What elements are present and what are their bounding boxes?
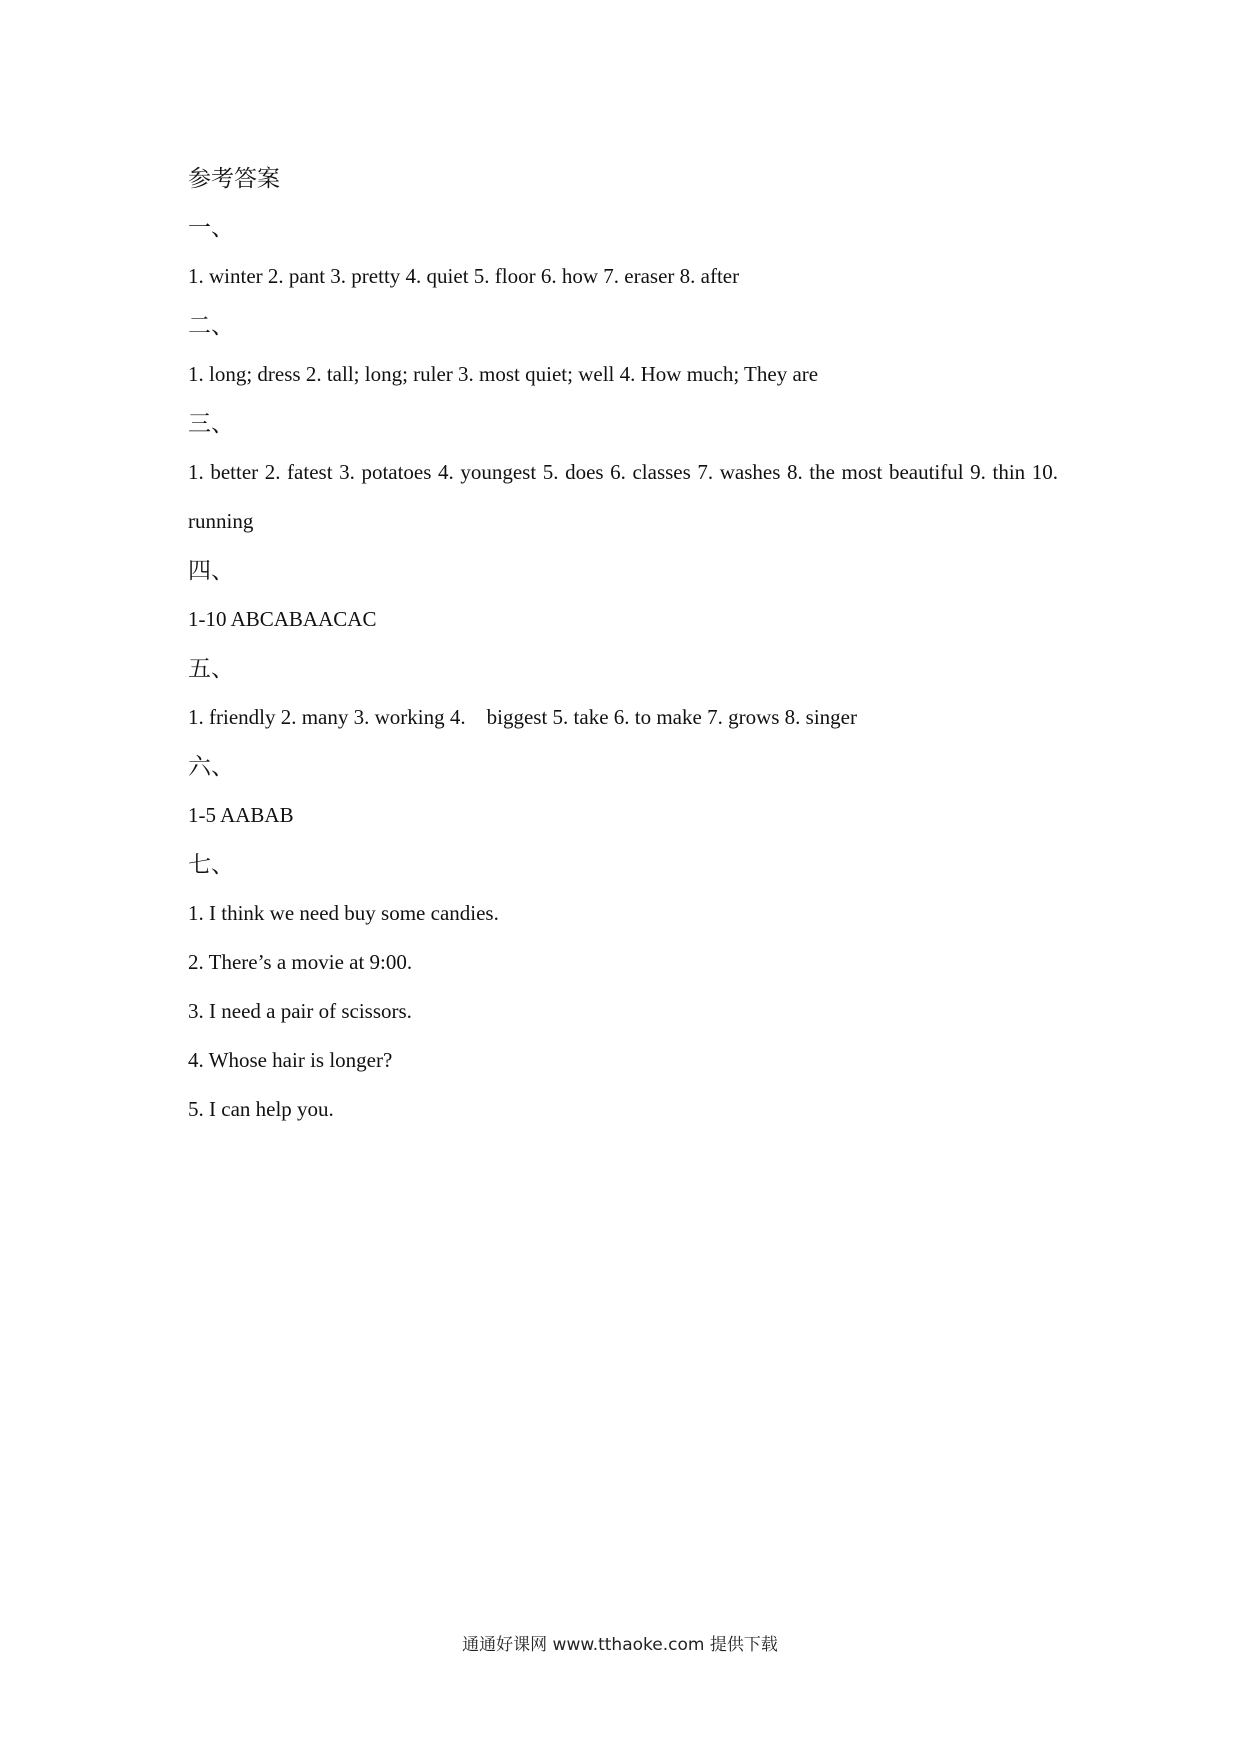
- section-7-answer-3: 3. I need a pair of scissors.: [188, 999, 412, 1023]
- section-heading-5: 五、: [188, 656, 234, 681]
- section-6-answers: 1-5 AABAB: [188, 803, 294, 827]
- section-heading-6: 六、: [188, 754, 234, 779]
- section-7-answer-4: 4. Whose hair is longer?: [188, 1048, 393, 1072]
- page-footer: 通通好课网 www.tthaoke.com 提供下载: [462, 1635, 778, 1655]
- section-1-answers: 1. winter 2. pant 3. pretty 4. quiet 5. floor 6. how 7. eraser 8. after: [188, 264, 740, 288]
- section-heading-4: 四、: [188, 558, 234, 583]
- section-heading-1: 一、: [188, 215, 234, 240]
- section-2-answers: 1. long; dress 2. tall; long; ruler 3. most quiet; well 4. How much; They are: [188, 362, 819, 386]
- page-title: 参考答案: [188, 166, 280, 191]
- section-3-answers: 1. better 2. fatest 3. potatoes 4. youngest 5. does 6. classes 7. washes 8. the most beautiful 9. thin 10. running: [188, 460, 1064, 533]
- section-heading-2: 二、: [188, 313, 234, 338]
- section-7-answer-5: 5. I can help you.: [188, 1097, 334, 1121]
- answer-key-content: [188, 154, 1064, 1134]
- section-7-answer-1: 1. I think we need buy some candies.: [188, 901, 499, 925]
- section-heading-3: 三、: [188, 411, 234, 436]
- section-5-answers: 1. friendly 2. many 3. working 4. biggest 5. take 6. to make 7. grows 8. singer: [188, 705, 857, 729]
- section-4-answers: 1-10 ABCABAACAC: [188, 607, 377, 631]
- section-heading-7: 七、: [188, 852, 234, 877]
- section-7-answer-2: 2. There’s a movie at 9:00.: [188, 950, 413, 974]
